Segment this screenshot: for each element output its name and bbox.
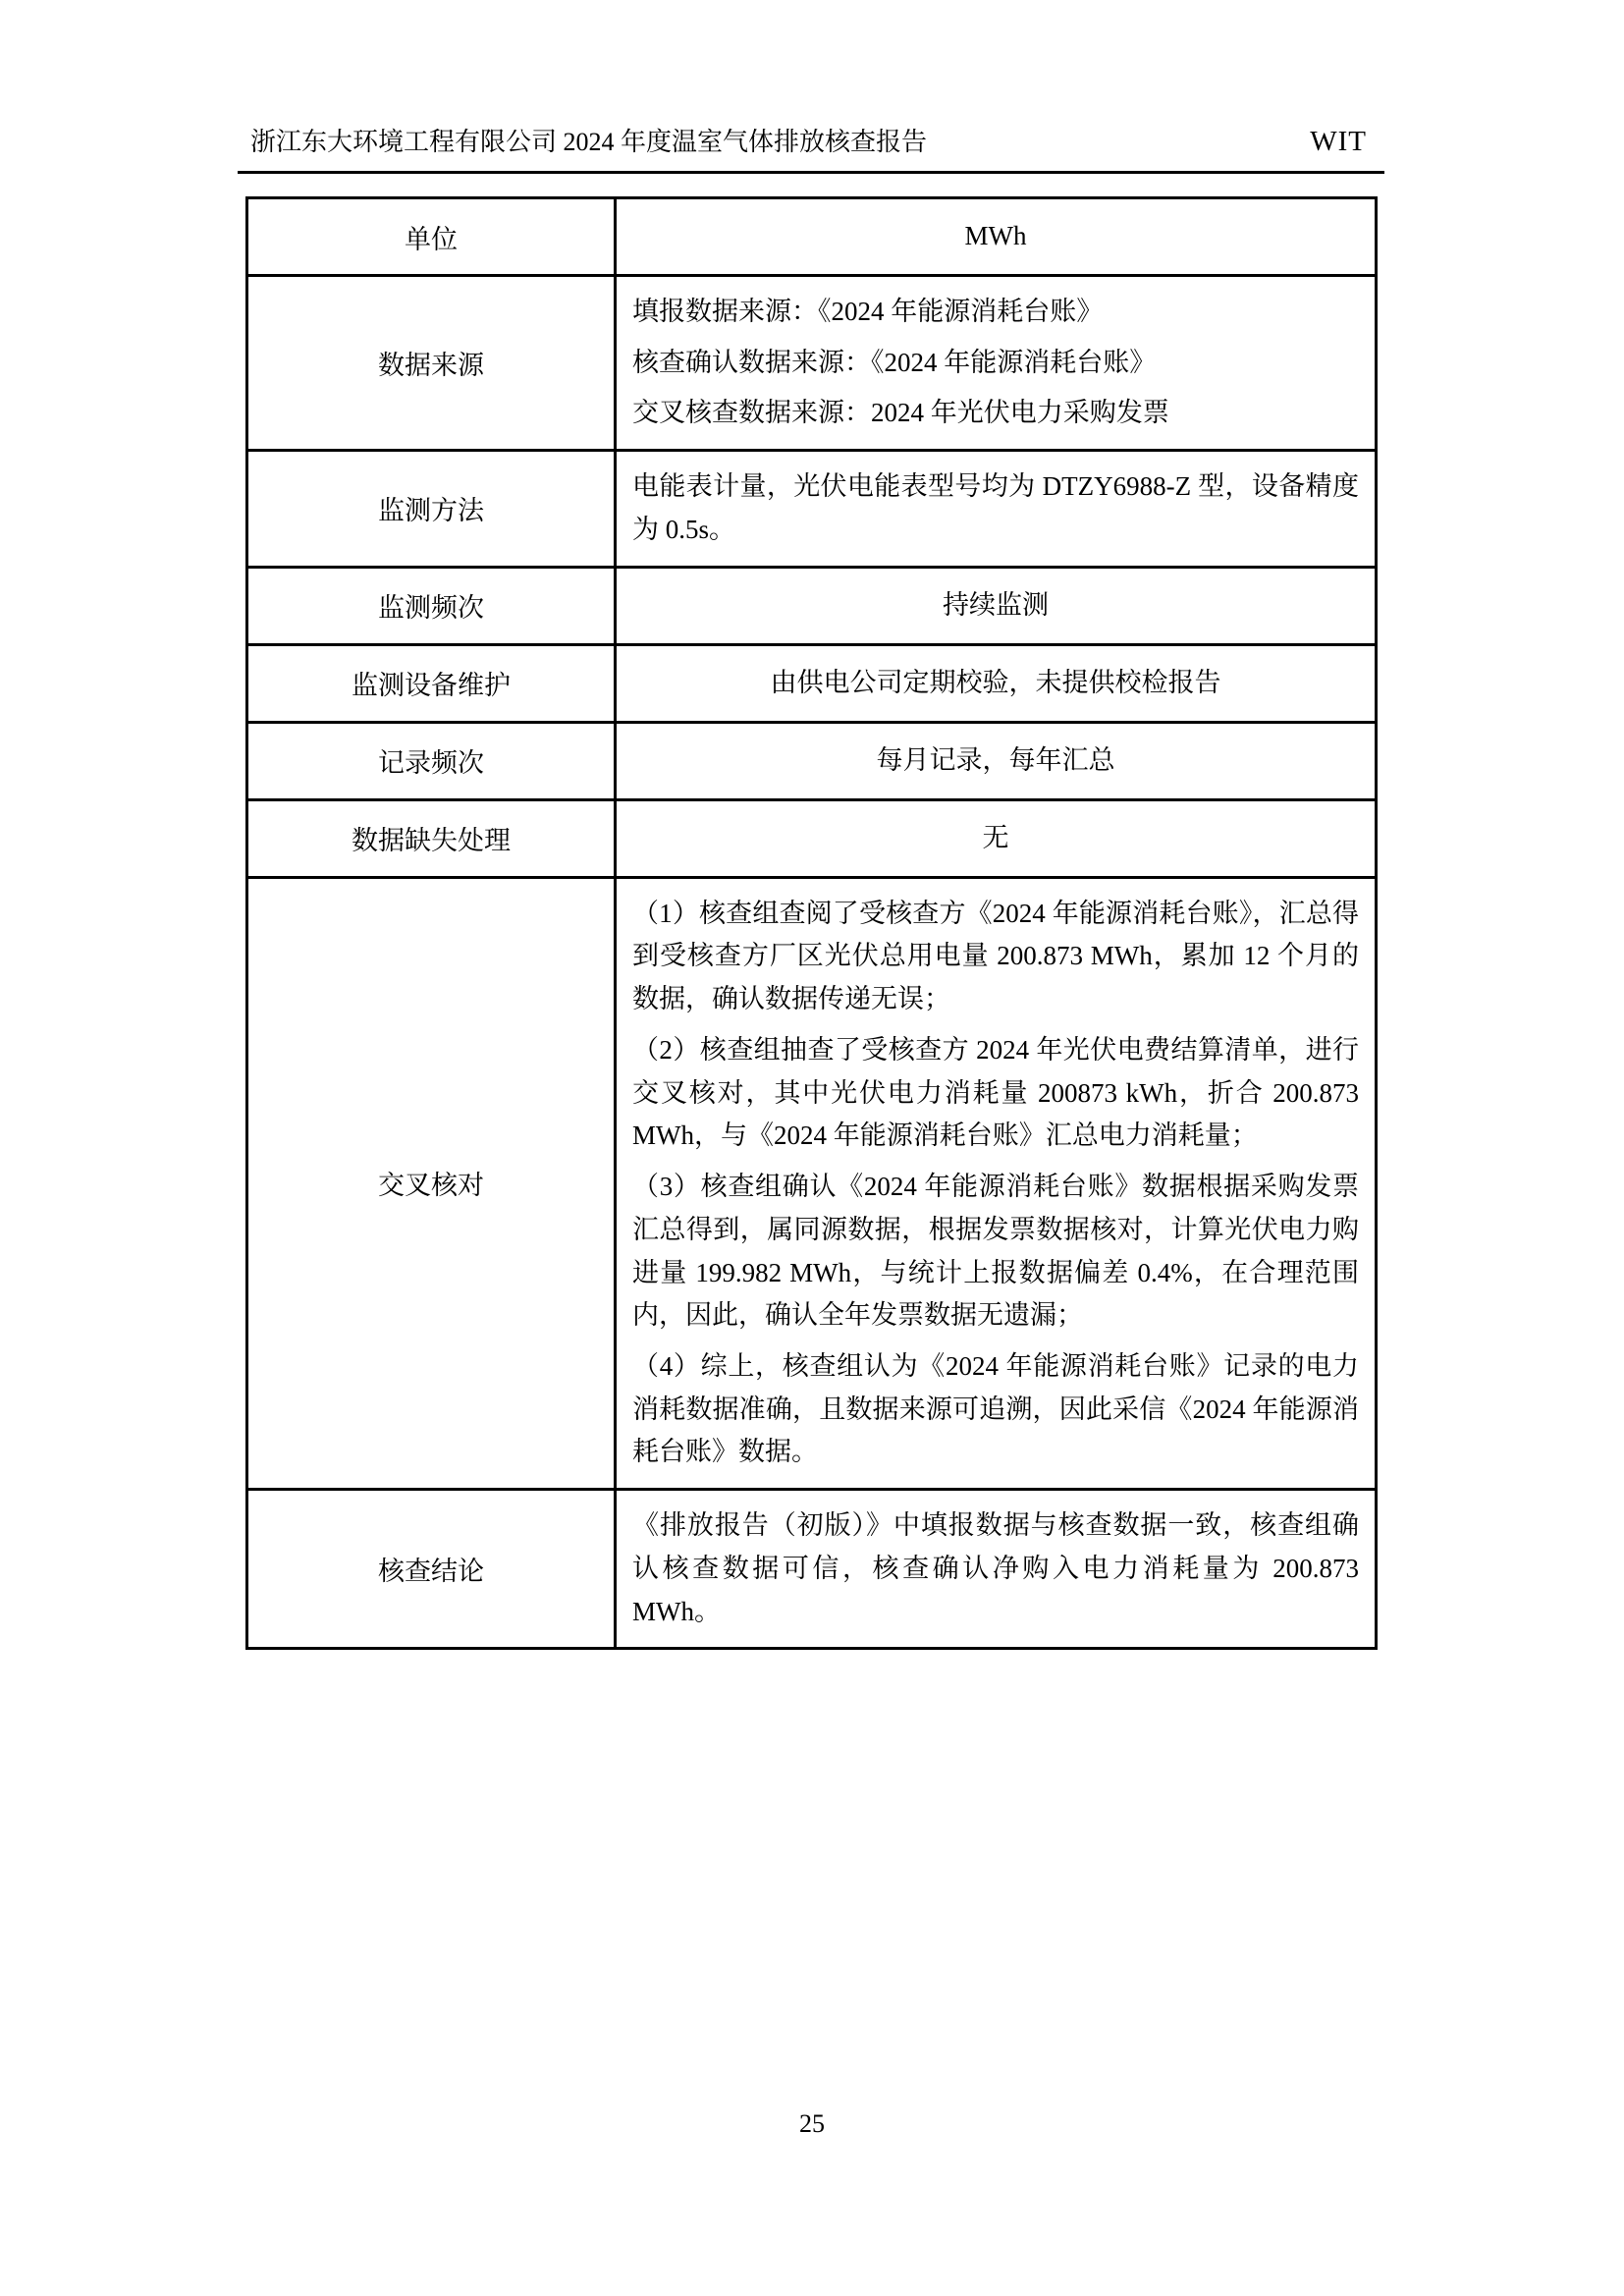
row-label: 监测频次: [247, 567, 616, 644]
row-label: 监测方法: [247, 451, 616, 567]
table-row: [247, 198, 1377, 276]
value-paragraph: （3）核查组确认《2024 年能源消耗台账》数据根据采购发票汇总得到，属同源数据，根据发票数据核对，计算光伏电力购进量 199.982 MWh，与统计上报数据偏差 0.4%，在合理范围内，因此，确认全年发票数据无遗漏；: [632, 1172, 1359, 1331]
row-label: 记录频次: [247, 722, 616, 799]
row-value: [616, 567, 1377, 644]
value-paragraph: 由供电公司定期校验，未提供校检报告: [770, 667, 1221, 697]
row-value: [616, 722, 1377, 799]
row-value: [616, 1490, 1377, 1649]
value-paragraph: （4）综上，核查组认为《2024 年能源消耗台账》记录的电力消耗数据准确，且数据来源可追溯，因此采信《2024 年能源消耗台账》数据。: [632, 1351, 1359, 1467]
table-row: [247, 722, 1377, 799]
row-value: [616, 276, 1377, 451]
row-value: [616, 198, 1377, 276]
row-value: [616, 451, 1377, 567]
table-row: [247, 276, 1377, 451]
row-label: 数据来源: [247, 276, 616, 451]
table-row: [247, 451, 1377, 567]
table-row: [247, 1490, 1377, 1649]
header-logo: WIT: [1310, 126, 1367, 157]
value-paragraph: 《排放报告（初版）》中填报数据与核查数据一致，核查组确认核查数据可信，核查确认净购入电力消耗量为 200.873 MWh。: [632, 1510, 1359, 1626]
value-paragraph: MWh: [964, 221, 1027, 251]
header-title: 浙江东大环境工程有限公司 2024 年度温室气体排放核查报告: [250, 128, 928, 156]
page-number: 25: [799, 2109, 825, 2138]
row-label: 单位: [247, 198, 616, 276]
value-paragraph: 持续监测: [943, 589, 1049, 620]
row-label: 核查结论: [247, 1490, 616, 1649]
row-value: [616, 644, 1377, 722]
value-paragraph: 每月记录，每年汇总: [876, 744, 1115, 775]
table-row: [247, 644, 1377, 722]
table-row: [247, 877, 1377, 1490]
value-paragraph: 填报数据来源：《2024 年能源消耗台账》: [632, 297, 1104, 326]
value-paragraph: （2）核查组抽查了受核查方 2024 年光伏电费结算清单，进行交叉核对，其中光伏电力消耗量 200873 kWh，折合 200.873 MWh，与《2024 年能源消耗台账》汇总电力消耗量；: [632, 1034, 1359, 1151]
value-paragraph: 电能表计量，光伏电能表型号均为 DTZY6988-Z 型，设备精度为 0.5s。: [632, 471, 1359, 544]
value-paragraph: （1）核查组查阅了受核查方《2024 年能源消耗台账》，汇总得到受核查方厂区光伏总用电量 200.873 MWh，累加 12 个月的数据，确认数据传递无误；: [632, 898, 1359, 1014]
value-paragraph: 无: [982, 822, 1009, 852]
table-row: [247, 799, 1377, 877]
row-label: 数据缺失处理: [247, 799, 616, 877]
row-value: [616, 799, 1377, 877]
row-label: 交叉核对: [247, 877, 616, 1490]
row-label: 监测设备维护: [247, 644, 616, 722]
table-row: [247, 567, 1377, 644]
page-footer: [0, 2109, 1624, 2139]
page-header: [238, 122, 1384, 174]
value-paragraph: 核查确认数据来源：《2024 年能源消耗台账》: [632, 347, 1157, 377]
verification-table: [245, 196, 1378, 1650]
row-value: [616, 877, 1377, 1490]
value-paragraph: 交叉核查数据来源：2024 年光伏电力采购发票: [632, 398, 1169, 428]
